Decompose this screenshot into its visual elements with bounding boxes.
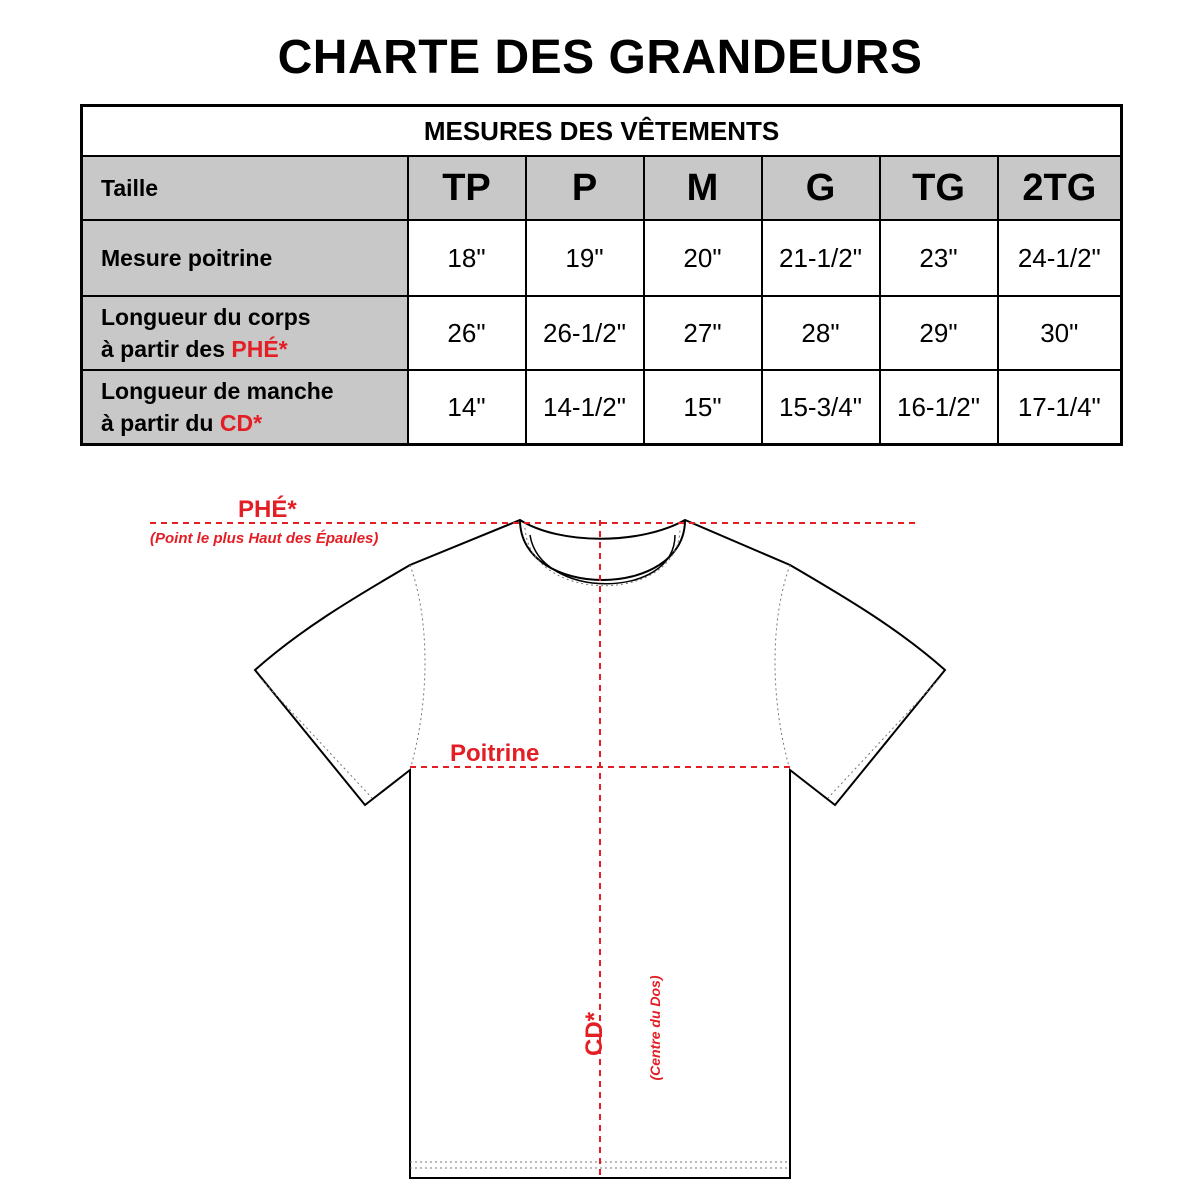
page-title: CHARTE DES GRANDEURS: [277, 31, 923, 84]
row-label: Longueur de manche à partir du CD*: [82, 370, 408, 445]
size-tp: TP: [408, 156, 526, 220]
table-cell: 19": [526, 220, 644, 296]
size-chart-table: [80, 104, 1123, 446]
table-cell: 26-1/2": [526, 296, 644, 370]
phe-description: (Point le plus Haut des Épaules): [150, 530, 379, 547]
table-row: [82, 220, 1122, 296]
table-cell: 16-1/2": [880, 370, 998, 445]
table-cell: 20": [644, 220, 762, 296]
chest-label: Poitrine: [450, 740, 540, 767]
table-cell: 27": [644, 296, 762, 370]
row-label: Longueur du corps à partir des PHÉ*: [82, 296, 408, 370]
cd-description: (Centre du Dos): [647, 975, 663, 1081]
table-cell: 15-3/4": [762, 370, 880, 445]
cd-label: CD*: [581, 1012, 608, 1057]
table-cell: 28": [762, 296, 880, 370]
table-cell: 21-1/2": [762, 220, 880, 296]
table-cell: 23": [880, 220, 998, 296]
size-header-row: [82, 156, 1122, 220]
size-2tg: 2TG: [998, 156, 1122, 220]
table-cell: 30": [998, 296, 1122, 370]
cd-annotation: [560, 970, 663, 1120]
table-row: [82, 370, 1122, 445]
table-row: [82, 296, 1122, 370]
phe-label: PHÉ*: [238, 496, 297, 523]
table-cell: 15": [644, 370, 762, 445]
table-cell: 24-1/2": [998, 220, 1122, 296]
size-tg: TG: [880, 156, 998, 220]
size-m: M: [644, 156, 762, 220]
table-caption: MESURES DES VÊTEMENTS: [82, 106, 1122, 157]
table-cell: 26": [408, 296, 526, 370]
table-cell: 17-1/4": [998, 370, 1122, 445]
table-cell: 29": [880, 296, 998, 370]
size-label: Taille: [82, 156, 408, 220]
size-p: P: [526, 156, 644, 220]
table-cell: 14": [408, 370, 526, 445]
size-g: G: [762, 156, 880, 220]
table-cell: 14-1/2": [526, 370, 644, 445]
row-label: Mesure poitrine: [82, 220, 408, 296]
table-cell: 18": [408, 220, 526, 296]
